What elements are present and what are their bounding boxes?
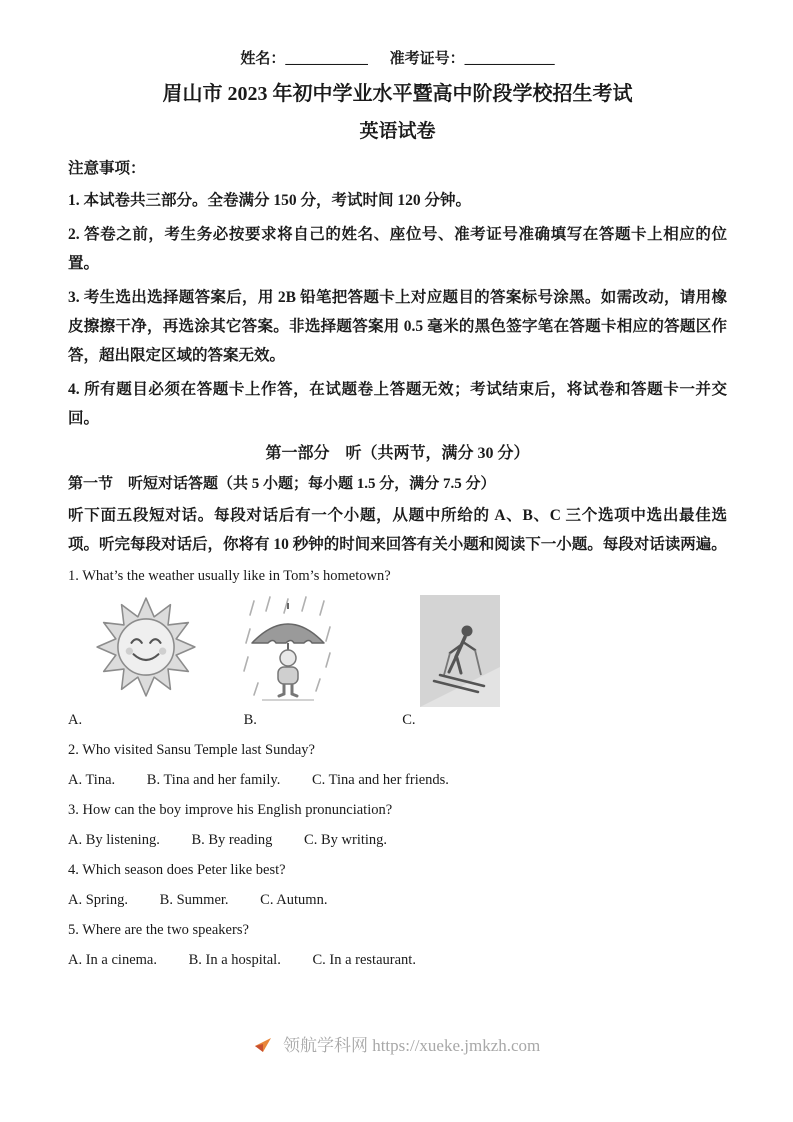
section1-instructions: 听下面五段短对话。每段对话后有一个小题，从题中所给的 A、B、C 三个选项中选出最佳选项。听完每段对话后，你将有 10 秒钟的时间来回答有关小题和阅读下一小题。每段对话读两遍。 <box>68 507 727 553</box>
section1-heading: 第一节 听短对话答题（共 5 小题；每小题 1.5 分，满分 7.5 分） <box>68 476 496 492</box>
option-a: A. Spring. <box>68 892 129 908</box>
option-c-label: C. <box>402 712 416 728</box>
notice-item-3: 3. 考生选出选择题答案后，用 2B 铅笔把答题卡上对应题目的答案标号涂黑。如需改动，请用橡皮擦擦干净，再选涂其它答案。非选择题答案用 0.5 毫米的黑色签字笔在答题卡相应的答题区作答，超出限定区域的答案无效。 <box>68 289 727 364</box>
option-a: A. Tina. <box>68 772 116 788</box>
site-logo-icon <box>253 1034 273 1060</box>
question-3-options <box>68 831 727 850</box>
exam-title: 眉山市 2023 年初中学业水平暨高中阶段学校招生考试 <box>162 83 633 105</box>
option-b: B. By reading <box>191 832 273 848</box>
watermark-text: 领航学科网 https://xueke.jmkzh.com <box>282 1036 541 1055</box>
watermark <box>0 1034 793 1060</box>
notice-item-1: 1. 本试卷共三部分。全卷满分 150 分，考试时间 120 分钟。 <box>68 192 472 209</box>
question-1-images <box>68 595 727 707</box>
question-2-text: 2. Who visited Sansu Temple last Sunday? <box>68 742 315 758</box>
question-1-options <box>68 711 727 730</box>
candidate-info-line <box>68 50 727 69</box>
question-4-text: 4. Which season does Peter like best? <box>68 862 286 878</box>
exam-subtitle: 英语试卷 <box>359 121 436 142</box>
option-b-label: B. <box>243 712 257 728</box>
option-a: A. In a cinema. <box>68 952 157 968</box>
question-2-options <box>68 771 727 790</box>
name-label: 姓名：___________ <box>240 51 368 67</box>
notice-item-2: 2. 答卷之前，考生务必按要求将自己的姓名、座位号、准考证号准确填写在答题卡上相应的位置。 <box>68 226 727 272</box>
option-a-label: A. <box>68 712 83 728</box>
question-5-text: 5. Where are the two speakers? <box>68 922 249 938</box>
option-c: C. Tina and her friends. <box>312 772 449 788</box>
option-b: B. Summer. <box>159 892 229 908</box>
option-b: B. In a hospital. <box>188 952 281 968</box>
question-5-options <box>68 951 727 970</box>
notice-heading: 注意事项： <box>68 160 146 177</box>
question-1-text: 1. What’s the weather usually like in Tom’s hometown? <box>68 568 391 584</box>
option-b: B. Tina and her family. <box>146 772 281 788</box>
option-c: C. In a restaurant. <box>312 952 416 968</box>
sun-image <box>94 595 198 699</box>
option-c: C. Autumn. <box>260 892 328 908</box>
part1-heading: 第一部分 听（共两节，满分 30 分） <box>265 445 530 462</box>
notice-item-4: 4. 所有题目必须在答题卡上作答，在试题卷上答题无效；考试结束后，将试卷和答题卡一并交回。 <box>68 381 727 427</box>
skier-image <box>420 595 500 707</box>
question-3-text: 3. How can the boy improve his English pronunciation? <box>68 802 393 818</box>
option-a: A. By listening. <box>68 832 160 848</box>
exam-number-label: 准考证号：____________ <box>389 51 555 67</box>
question-4-options <box>68 891 727 910</box>
option-c: C. By writing. <box>304 832 388 848</box>
rain-image <box>242 595 334 703</box>
